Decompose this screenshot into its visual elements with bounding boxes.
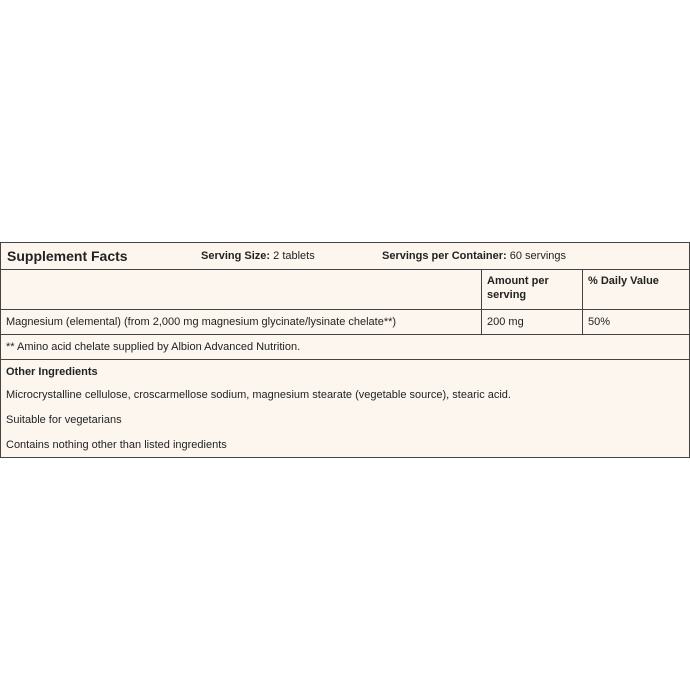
column-header-name (1, 270, 482, 309)
panel-title: Supplement Facts (7, 248, 128, 264)
servings-per-container-value: 60 servings (509, 250, 567, 262)
serving-size (201, 250, 382, 262)
other-ingredients-text: Microcrystalline cellulose, croscarmellose sodium, magnesium stearate (vegetable source), stearic acid. (6, 389, 511, 401)
supplement-facts-panel (0, 242, 690, 458)
contents-note: Contains nothing other than listed ingredients (6, 439, 227, 451)
nutrient-row (1, 309, 689, 334)
servings-per-container (382, 250, 566, 262)
serving-size-label: Serving Size: (201, 250, 271, 262)
footnote: ** Amino acid chelate supplied by Albion Advanced Nutrition. (6, 341, 301, 353)
column-header-amount: Amount per serving (482, 270, 583, 309)
nutrient-name: Magnesium (elemental) (from 2,000 mg magnesium glycinate/lysinate chelate**) (1, 310, 482, 334)
other-ingredients (1, 360, 516, 457)
servings-per-container-label: Servings per Container: (382, 250, 507, 262)
column-header-daily-value: % Daily Value (588, 275, 659, 287)
vegetarian-note: Suitable for vegetarians (6, 414, 122, 426)
serving-size-value: 2 tablets (273, 250, 315, 262)
nutrient-daily-value: 50% (588, 316, 611, 328)
header-row (1, 243, 689, 269)
nutrient-amount: 200 mg (482, 310, 583, 334)
other-ingredients-label: Other Ingredients (6, 366, 98, 378)
footnote-row (1, 334, 689, 359)
column-header-row (1, 269, 689, 309)
other-ingredients-row (1, 359, 689, 457)
